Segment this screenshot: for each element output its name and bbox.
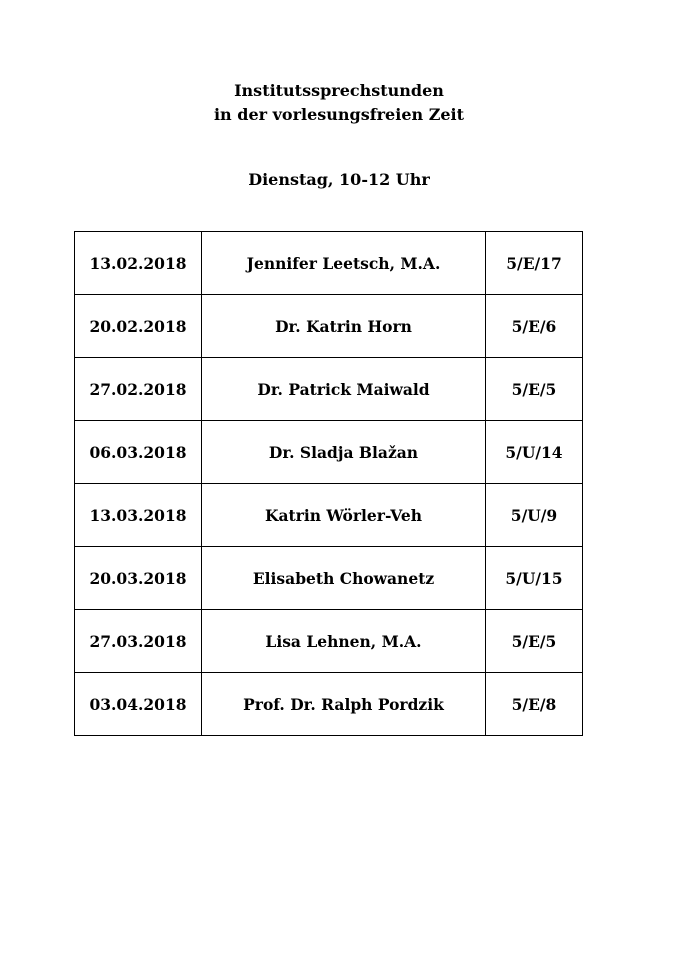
table-row [75, 484, 583, 547]
room-cell: 5/E/6 [486, 295, 583, 358]
name-cell: Dr. Patrick Maiwald [202, 358, 486, 421]
date-cell: 27.03.2018 [75, 610, 202, 673]
table-row [75, 295, 583, 358]
room-cell: 5/U/14 [486, 421, 583, 484]
name-cell: Dr. Katrin Horn [202, 295, 486, 358]
name-cell: Lisa Lehnen, M.A. [202, 610, 486, 673]
room-cell: 5/E/17 [486, 232, 583, 295]
table-row [75, 610, 583, 673]
room-cell: 5/E/5 [486, 358, 583, 421]
date-cell: 06.03.2018 [75, 421, 202, 484]
schedule-time: Dienstag, 10-12 Uhr [248, 170, 430, 189]
table-row [75, 232, 583, 295]
page-title: Institutssprechstunden [234, 81, 444, 100]
name-cell: Elisabeth Chowanetz [202, 547, 486, 610]
date-cell: 20.03.2018 [75, 547, 202, 610]
date-cell: 03.04.2018 [75, 673, 202, 736]
room-cell: 5/E/5 [486, 610, 583, 673]
table-row [75, 421, 583, 484]
page-title-subline: in der vorlesungsfreien Zeit [213, 105, 465, 124]
table-row [75, 673, 583, 736]
table-row [75, 547, 583, 610]
name-cell: Jennifer Leetsch, M.A. [202, 232, 486, 295]
date-cell: 13.03.2018 [75, 484, 202, 547]
name-cell: Prof. Dr. Ralph Pordzik [202, 673, 486, 736]
room-cell: 5/E/8 [486, 673, 583, 736]
name-cell: Katrin Wörler-Veh [202, 484, 486, 547]
name-cell: Dr. Sladja Blažan [202, 421, 486, 484]
room-cell: 5/U/9 [486, 484, 583, 547]
date-cell: 27.02.2018 [75, 358, 202, 421]
date-cell: 20.02.2018 [75, 295, 202, 358]
room-cell: 5/U/15 [486, 547, 583, 610]
table-row [75, 358, 583, 421]
consultation-table [74, 231, 583, 736]
date-cell: 13.02.2018 [75, 232, 202, 295]
